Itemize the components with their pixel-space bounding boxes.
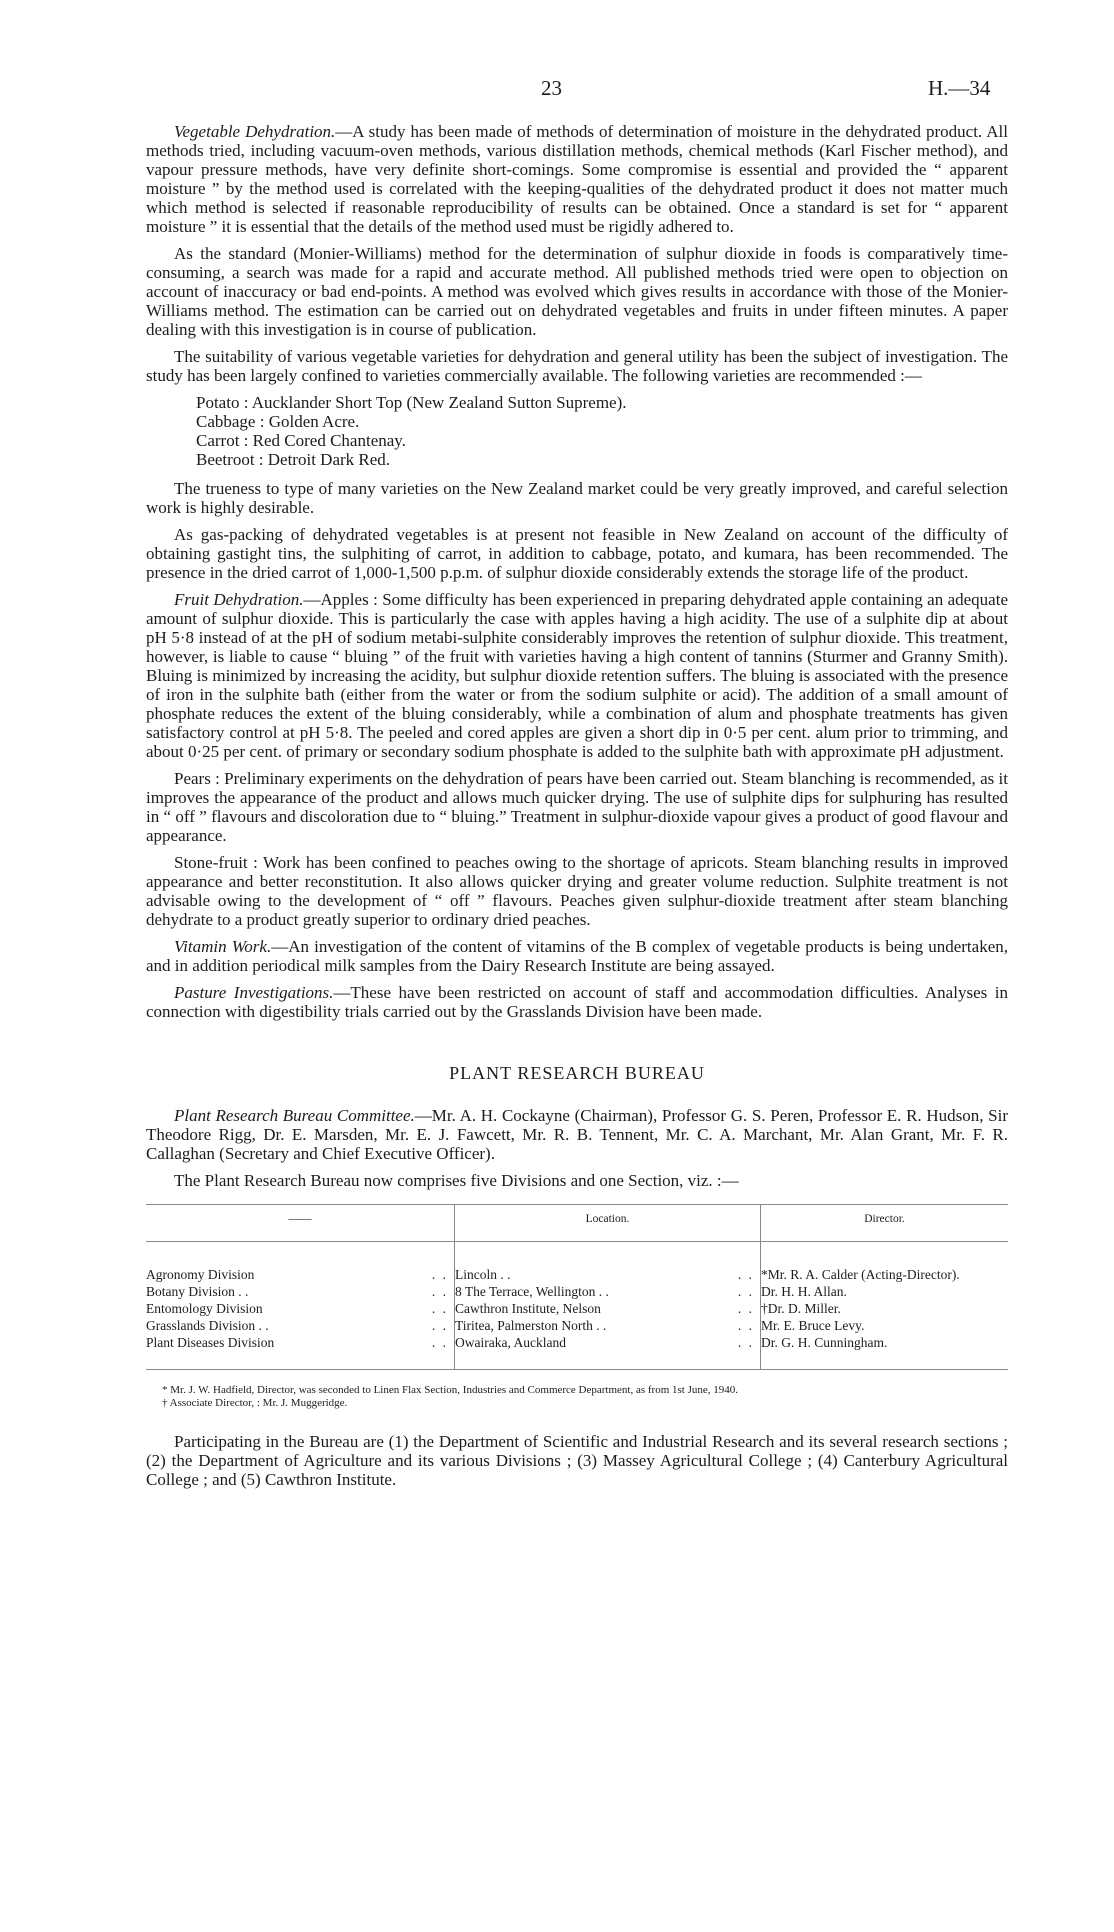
- dot-leader: . .: [431, 1284, 448, 1299]
- paragraph-pasture-investigations: [146, 983, 1008, 1021]
- paragraph-text: —A study has been made of methods of determination of moisture in the dehydrated product. All methods tried, including vacuum-oven methods, various distillation methods, chemical methods (Karl Fischer method), and vapour pressure methods, have very definite short-comings. Some compromise is essential and provided the “ apparent moisture ” by the method used is correlated with the keeping-qualities of the dehydrated product it does not matter much which method is selected if reasonable reproducibility of results can be obtained. Once a standard is set for “ apparent moisture ” it is essential that the details of the method used must be rigidly adhered to.: [146, 122, 1008, 236]
- paragraph-text: —An investigation of the content of vitamins of the B complex of vegetable products is being undertaken, and in addition periodical milk samples from the Dairy Research Institute are being assayed.: [146, 937, 1008, 975]
- paragraph-committee: [146, 1106, 1008, 1163]
- paragraph-stone-fruit: Stone-fruit : Work has been confined to peaches owing to the shortage of apricots. Steam blanching results in improved appearance and better reconstitution. It also allows quicker drying and greater volume reduction. Sulphite treatment is not advisable owing to the development of “ off ” flavours. Peaches given sulphur-dioxide treatment after steam blanching dehydrate to a product greatly superior to ordinary dried peaches.: [146, 853, 1008, 929]
- page-body: [146, 122, 1008, 1497]
- subheading-pasture-investigations: Pasture Investigations.: [174, 983, 334, 1002]
- division-director: Dr. G. H. Cunningham.: [761, 1334, 1009, 1370]
- dot-leader: . .: [431, 1318, 448, 1333]
- table-row: [146, 1242, 1008, 1284]
- paragraph-fruit-dehydration: [146, 590, 1008, 761]
- dot-leader: . .: [737, 1335, 754, 1350]
- section-title: PLANT RESEARCH BUREAU: [449, 1063, 705, 1083]
- paragraph-vitamin-work: [146, 937, 1008, 975]
- paragraph-pears: Pears : Preliminary experiments on the dehydration of pears have been carried out. Steam blanching is recommended, as it improves the appearance of the product and allows much quicker drying. The use of sulphite dips for sulphuring has resulted in “ off ” flavours and discoloration due to “ bluing.” Treatment in sulphur-dioxide vapour gives a product of good flavour and appearance.: [146, 769, 1008, 845]
- list-item: Potato : Aucklander Short Top (New Zealand Sutton Supreme).: [196, 393, 627, 412]
- divisions-table: [146, 1204, 1008, 1370]
- column-header-director: Director.: [761, 1205, 1009, 1242]
- division-name: Botany Division . .: [146, 1284, 249, 1299]
- paragraph-suitability: The suitability of various vegetable varieties for dehydration and general utility has been the subject of investigation. The study has been largely confined to varieties commercially available. The following varieties are recommended :—: [146, 347, 1008, 385]
- document-reference: H.—34: [928, 76, 991, 100]
- dot-leader: . .: [737, 1284, 754, 1299]
- table-row: [146, 1334, 1008, 1370]
- dot-leader: . .: [737, 1301, 754, 1316]
- dot-leader: . .: [737, 1267, 754, 1282]
- dot-leader: . .: [737, 1318, 754, 1333]
- column-header-division: ——: [146, 1205, 455, 1242]
- page-number: 23: [541, 76, 562, 100]
- table-row: [146, 1317, 1008, 1334]
- subheading-vitamin-work: Vitamin Work.: [174, 937, 272, 956]
- table-footnotes: [162, 1384, 1008, 1410]
- division-director: Dr. H. H. Allan.: [761, 1284, 847, 1299]
- footnote: * Mr. J. W. Hadfield, Director, was seconded to Linen Flax Section, Industries and Commerce Department, as from 1st June, 1940.: [162, 1384, 739, 1396]
- division-location: Cawthron Institute, Nelson: [455, 1301, 601, 1316]
- dot-leader: . .: [431, 1301, 448, 1316]
- table-header-row: [146, 1205, 1008, 1242]
- division-location: Tiritea, Palmerston North . .: [455, 1318, 607, 1333]
- list-item: Cabbage : Golden Acre.: [196, 412, 360, 431]
- division-director: †Dr. D. Miller.: [761, 1301, 841, 1316]
- division-name: Entomology Division: [146, 1301, 263, 1316]
- division-name: Grasslands Division . .: [146, 1318, 269, 1333]
- division-location: 8 The Terrace, Wellington . .: [455, 1284, 609, 1299]
- division-location: Lincoln . .: [455, 1267, 511, 1282]
- paragraph-text: —Mr. A. H. Cockayne (Chairman), Professor G. S. Peren, Professor E. R. Hudson, Sir Theodore Rigg, Dr. E. Marsden, Mr. E. J. Fawcett, Mr. R. B. Tennent, Mr. C. A. Marchant, Mr. Alan Grant, Mr. F. R. Callaghan (Secretary and Chief Executive Officer).: [146, 1106, 1008, 1163]
- subheading-vegetable-dehydration: Vegetable Dehydration.: [174, 122, 336, 141]
- subheading-fruit-dehydration: Fruit Dehydration.: [174, 590, 304, 609]
- paragraph-participating: Participating in the Bureau are (1) the Department of Scientific and Industrial Research and its several research sections ; (2) the Department of Agriculture and its various Divisions ; (3) Massey Agricultural College ; (4) Canterbury Agricultural College ; and (5) Cawthron Institute.: [146, 1432, 1008, 1489]
- division-name: Agronomy Division: [146, 1267, 255, 1282]
- division-director: *Mr. R. A. Calder (Acting-Director).: [761, 1267, 960, 1282]
- paragraph-text: —Apples : Some difficulty has been experienced in preparing dehydrated apple containing an adequate amount of sulphur dioxide. This is particularly the case with apples having a high acidity. The use of a sulphite dip at about pH 5·8 instead of at the pH of sodium metabi-sulphite considerably improves the retention of sulphur dioxide. This treatment, however, is liable to cause “ bluing ” of the fruit with varieties having a high content of tannins (Sturmer and Granny Smith). Bluing is minimized by increasing the acidity, but sulphur dioxide retention suffers. The bluing is associated with the presence of iron in the sulphite bath (either from the water or from the sodium sulphite or acid). The addition of a small amount of phosphate reduces the extent of the bluing considerably, while a combination of alum and phosphate treatments has given satisfactory control at pH 5·8. The peeled and cored apples are given a short dip in 0·5 per cent. alum prior to trimming, and about 0·25 per cent. of primary or secondary sodium phosphate is added to the sulphite bath with approximate pH adjustment.: [146, 590, 1008, 761]
- footnote: † Associate Director, : Mr. J. Muggeridge.: [162, 1397, 348, 1409]
- subheading-committee: Plant Research Bureau Committee.: [174, 1106, 415, 1125]
- division-location: Owairaka, Auckland: [455, 1335, 566, 1350]
- varieties-list: [196, 393, 1008, 469]
- division-name: Plant Diseases Division: [146, 1335, 275, 1350]
- list-item: Beetroot : Detroit Dark Red.: [196, 450, 391, 469]
- division-director: Mr. E. Bruce Levy.: [761, 1318, 865, 1333]
- table-row: [146, 1283, 1008, 1300]
- paragraph-gas-packing: As gas-packing of dehydrated vegetables is at present not feasible in New Zealand on account of the difficulty of obtaining gastight tins, the sulphiting of carrot, in addition to cabbage, potato, and kumara, has been recommended. The presence in the dried carrot of 1,000-1,500 p.p.m. of sulphur dioxide considerably extends the storage life of the product.: [146, 525, 1008, 582]
- dot-leader: . .: [431, 1267, 448, 1282]
- table-row: [146, 1300, 1008, 1317]
- paragraph-bureau-intro: The Plant Research Bureau now comprises five Divisions and one Section, viz. :—: [174, 1171, 739, 1190]
- paragraph-vegetable-dehydration: [146, 122, 1008, 236]
- paragraph-text: —These have been restricted on account of staff and accommodation difficulties. Analyses in connection with digestibility trials carried out by the Grasslands Division have been made.: [146, 983, 1008, 1021]
- column-header-location: Location.: [455, 1205, 761, 1242]
- dot-leader: . .: [431, 1335, 448, 1350]
- paragraph-sulphur-dioxide: As the standard (Monier-Williams) method for the determination of sulphur dioxide in foods is comparatively time-consuming, a search was made for a rapid and accurate method. All published methods tried were open to objection on account of inaccuracy or bad end-points. A method was evolved which gives results in accordance with those of the Monier-Williams method. The estimation can be carried out on dehydrated vegetables and fruits in under fifteen minutes. A paper dealing with this investigation is in course of publication.: [146, 244, 1008, 339]
- paragraph-trueness: The trueness to type of many varieties on the New Zealand market could be very greatly improved, and careful selection work is highly desirable.: [146, 479, 1008, 517]
- list-item: Carrot : Red Cored Chantenay.: [196, 431, 406, 450]
